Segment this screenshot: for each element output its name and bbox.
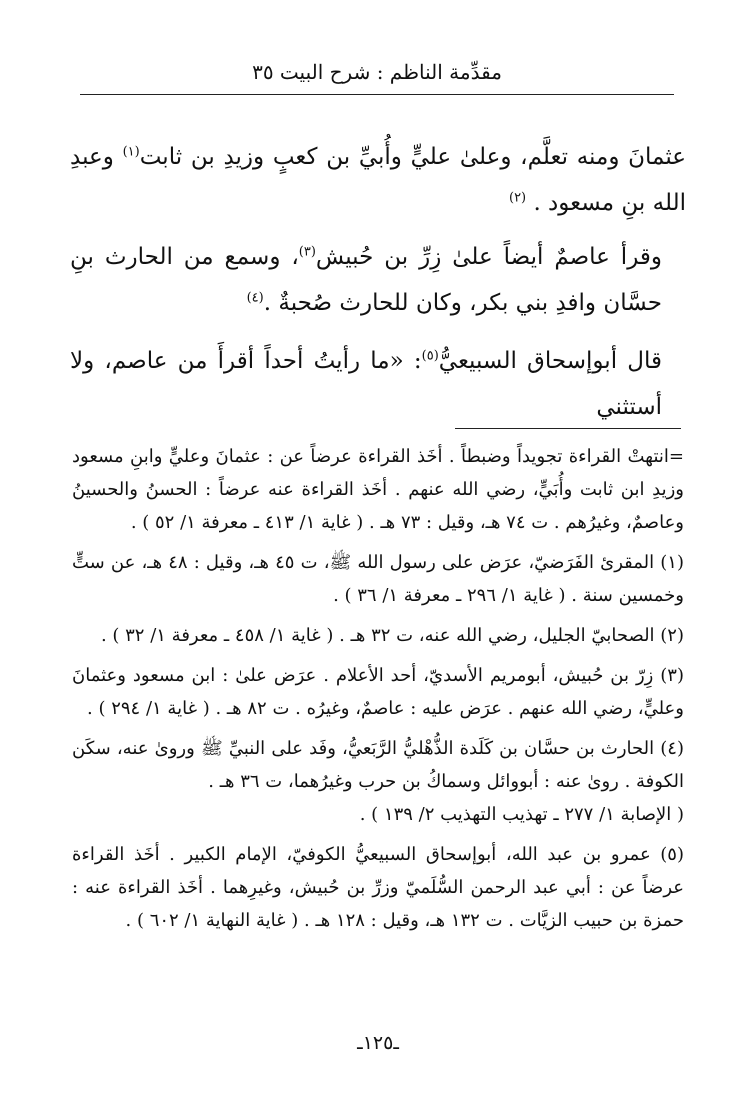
header-divider [80,94,674,95]
main-text-segment: : «ما رأيتُ أحداً أقرأَ من عاصم، ولا أستثني [70,348,662,420]
footnote-4-source: ( الإصابة ١/ ٢٧٧ ـ تهذيب التهذيب ٢/ ١٣٩ ) . [359,804,684,825]
footnote-2: (٢) الصحابيّ الجليل، رضي الله عنه، ت ٣٢ هـ . ( غاية ١/ ٤٥٨ ـ معرفة ١/ ٣٢ ) . [100,625,684,646]
footnote-ref-3[interactable]: (٣) [298,244,316,260]
main-text-segment: ، وسمع من الحارث بنِ حسَّان وافدِ بني بكر، وكان للحارث صُحبةٌ . [70,244,662,316]
footnote-5: (٥) عمرو بن عبد الله، أبوإسحاق السبيعيُّ الكوفيّ، الإمام الكبير . أخَذ القراءة عرضاً عن : أبي عبد الرحمن السُّلَميّ وزرِّ بن حُبيش، وغيرِهما . أخَذ القراءة عنه : حمزة بن حبيب الزيَّات . ت ١٣٢ هـ، وقيل : ١٢٨ هـ . ( غاية النهاية ١/ ٦٠٢ ) . [72,844,684,931]
footnote-1: (١) المقرئ الفَرَضيّ، عرَض على رسول الله ﷺ، ت ٤٥ هـ، وقيل : ٤٨ هـ، عن ستٍّ وخمسين سنة . ( غاية ١/ ٢٩٦ ـ معرفة ١/ ٣٦ ) . [72,552,684,606]
footnote-ref-1[interactable]: (١) [122,144,140,160]
main-paragraph-1 [70,134,686,226]
main-text-segment: وعبدِ الله بنِ مسعود . [70,144,686,216]
main-text-segment: وقرأ عاصمٌ أيضاً علىٰ زِرِّ بن حُبيش [315,244,662,270]
footnote-4: (٤) الحارث بن حسَّان بن كَلَدة الذُّهْليُّ الرَّبَعيُّ، وفَد على النبيِّ ﷺ وروىٰ عنه، سكَن الكوفة . روىٰ عنه : أبووائل وسماكُ بن حرب وغيرُهما، ت ٣٦ هـ . [72,738,684,792]
footnotes-section [72,440,684,944]
main-text-segment: قال أبوإسحاق السبيعيُّ [438,348,662,374]
page-number: ـ١٢٥ـ [357,1032,399,1054]
footnote-ref-5[interactable]: (٥) [421,348,439,364]
footnote-divider [455,428,681,429]
footnote-continued: =انتهتْ القراءة تجويداً وضبطاً . أخَذ القراءة عرضاً عن : عثمانَ وعليٍّ وابنِ مسعود وزيدِ ابن ثابت وأُبَيٍّ، رضي الله عنهم . أخَذ القراءة عنه عرضاً : الحسنُ والحسينُ وعاصمٌ، وغيرُهم . ت ٧٤ هـ، وقيل : ٧٣ هـ . ( غاية ١/ ٤١٣ ـ معرفة ١/ ٥٢ ) . [72,446,684,533]
main-paragraph-3 [70,338,686,430]
footnote-ref-2[interactable]: (٢) [508,190,527,206]
main-text [70,134,686,442]
running-header: مقدِّمة الناظم : شرح البيت ٣٥ [252,60,502,84]
footnote-ref-4[interactable]: (٤) [246,290,264,306]
footnote-3: (٣) زِرّ بن حُبيش، أبومريم الأسديّ، أحد الأعلام . عرَض علىٰ : ابن مسعود وعثمانَ وعليٍّ، رضي الله عنهم . عرَض عليه : عاصمٌ، وغيرُه . ت ٨٢ هـ . ( غاية ١/ ٢٩٤ ) . [72,665,684,719]
main-text-segment: عثمانَ ومنه تعلَّم، وعلىٰ عليٍّ وأُبيِّ بن كعبٍ وزيدِ بن ثابت [139,144,686,170]
main-paragraph-2 [70,234,686,326]
